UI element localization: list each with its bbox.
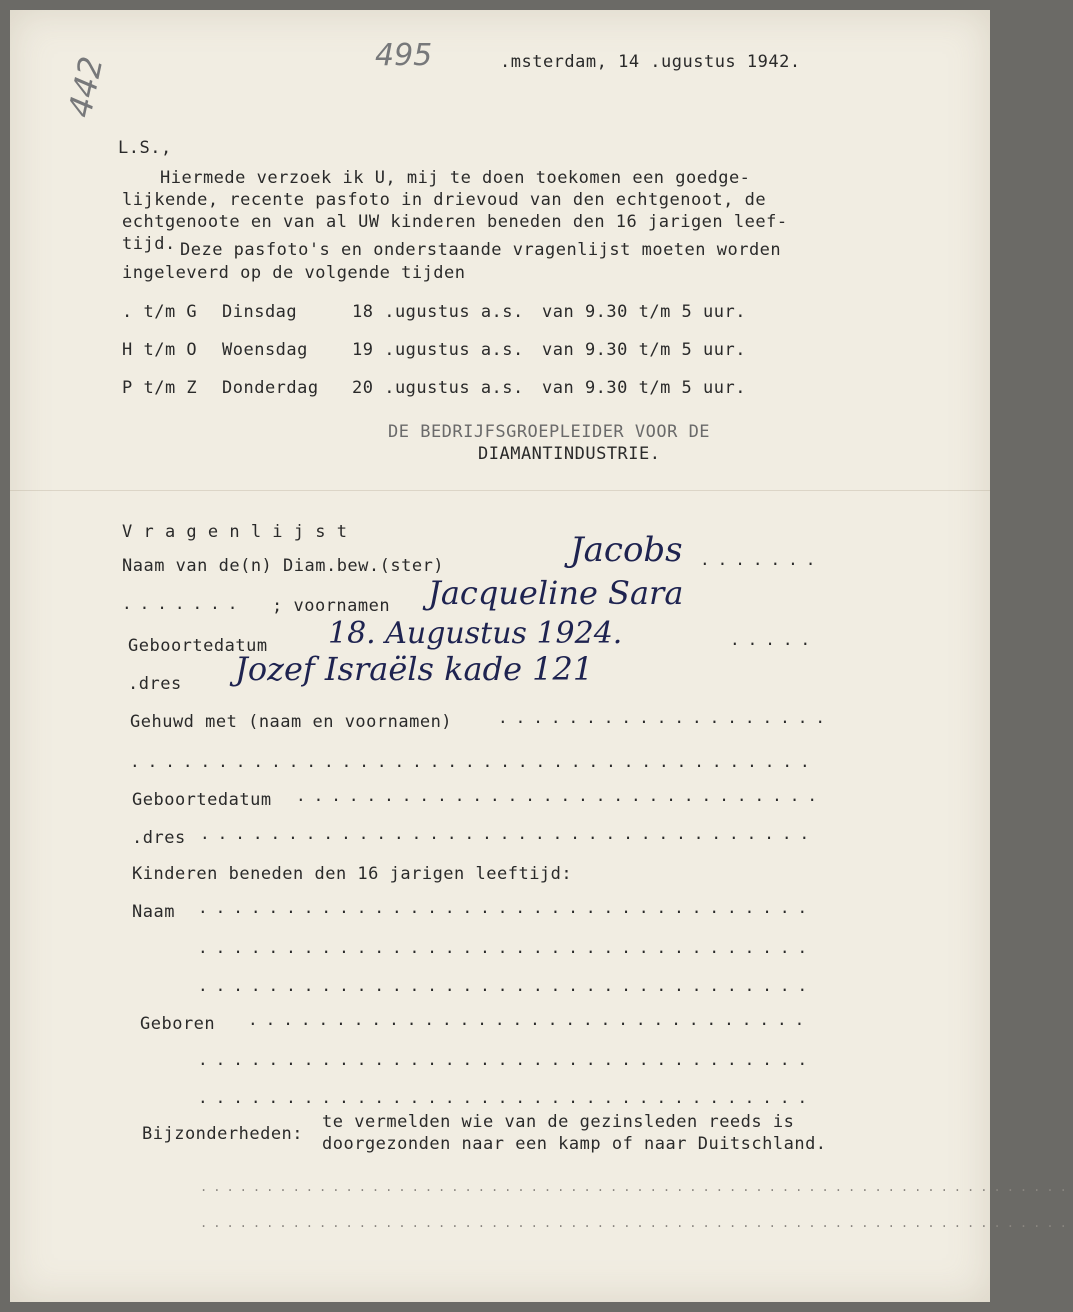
spouse-address-dots: ................................... xyxy=(200,824,818,843)
schedule-date: 18 .ugustus a.s. xyxy=(352,302,524,322)
form-title: V r a g e n l i j s t xyxy=(122,522,348,542)
remarks-label: Bijzonderheden: xyxy=(142,1124,304,1144)
name-label: Naam van de(n) Diam.bew.(ster) xyxy=(122,556,445,576)
children-name-dots-1: ................................... xyxy=(198,898,816,917)
children-heading: Kinderen beneden den 16 jarigen leeftijd: xyxy=(132,864,573,884)
spouse-address-label: .dres xyxy=(132,828,186,848)
schedule-time: van 9.30 t/m 5 uur. xyxy=(542,340,746,360)
schedule-date: 19 .ugustus a.s. xyxy=(352,340,524,360)
paragraph-1-line-3: echtgenoote en van al UW kinderen beneden den 16 jarigen leef- xyxy=(122,212,788,232)
children-name-dots-2: ................................... xyxy=(198,938,816,957)
children-name-label: Naam xyxy=(132,902,175,922)
spouse-birthdate-dots: .............................. xyxy=(296,786,825,805)
signature-line-2: DIAMANTINDUSTRIE. xyxy=(478,444,661,464)
schedule-letters: P t/m Z xyxy=(122,378,198,398)
paragraph-2-line-2: ingeleverd op de volgende tijden xyxy=(122,263,466,283)
paragraph-1-line-4: tijd. xyxy=(122,234,176,254)
children-born-label: Geboren xyxy=(140,1014,216,1034)
address-label: .dres xyxy=(128,674,182,694)
firstnames-handwritten: Jacqueline Sara xyxy=(428,574,684,612)
remarks-line-1: te vermelden wie van de gezinsleden reeds is xyxy=(322,1112,795,1132)
children-born-dots-3: ................................... xyxy=(198,1088,816,1107)
birthdate-dots: ..... xyxy=(730,630,819,649)
document-page xyxy=(10,10,1073,1302)
schedule-date: 20 .ugustus a.s. xyxy=(352,378,524,398)
schedule-day: Dinsdag xyxy=(222,302,298,322)
schedule-time: van 9.30 t/m 5 uur. xyxy=(542,302,746,322)
birthdate-label: Geboortedatum xyxy=(128,636,268,656)
schedule-letters: . t/m G xyxy=(122,302,198,322)
birthdate-handwritten: 18. Augustus 1924. xyxy=(328,616,623,651)
salutation: L.S., xyxy=(118,138,172,158)
pencil-number-left: 442 xyxy=(60,53,111,121)
fold-line xyxy=(10,490,990,491)
children-born-dots-1: ................................ xyxy=(248,1010,813,1029)
name-handwritten: Jacobs xyxy=(570,530,683,570)
schedule-day: Donderdag xyxy=(222,378,319,398)
paragraph-1-line-1: Hiermede verzoek ik U, mij te doen toekomen een goedge- xyxy=(160,168,751,188)
spouse-label: Gehuwd met (naam en voornamen) xyxy=(130,712,453,732)
schedule-time: van 9.30 t/m 5 uur. xyxy=(542,378,746,398)
spouse-dots: ................... xyxy=(498,708,834,727)
paragraph-2-line-1: Deze pasfoto's en onderstaande vragenlijst moeten worden xyxy=(180,240,782,260)
schedule-day: Woensdag xyxy=(222,340,308,360)
firstnames-leading-dots: ....... xyxy=(122,594,246,613)
remarks-dots-2: .................................................................. xyxy=(200,1216,1073,1230)
schedule-letters: H t/m O xyxy=(122,340,198,360)
pencil-number-top: 495 xyxy=(375,38,433,73)
paragraph-1-line-2: lijkende, recente pasfoto in drievoud van den echtgenoot, de xyxy=(122,190,767,210)
address-handwritten: Jozef Israëls kade 121 xyxy=(235,650,594,688)
date-line: .msterdam, 14 .ugustus 1942. xyxy=(500,52,801,72)
signature-line-1: DE BEDRIJFSGROEPLEIDER VOOR DE xyxy=(388,422,711,442)
spouse-second-line-dots: ....................................... xyxy=(130,752,818,771)
remarks-line-2: doorgezonden naar een kamp of naar Duitschland. xyxy=(322,1134,827,1154)
spouse-birthdate-label: Geboortedatum xyxy=(132,790,272,810)
remarks-dots-1: .................................................................. xyxy=(200,1180,1073,1194)
children-name-dots-3: ................................... xyxy=(198,976,816,995)
children-born-dots-2: ................................... xyxy=(198,1050,816,1069)
name-dots: ....... xyxy=(700,550,824,569)
firstnames-label: ; voornamen xyxy=(272,596,391,616)
